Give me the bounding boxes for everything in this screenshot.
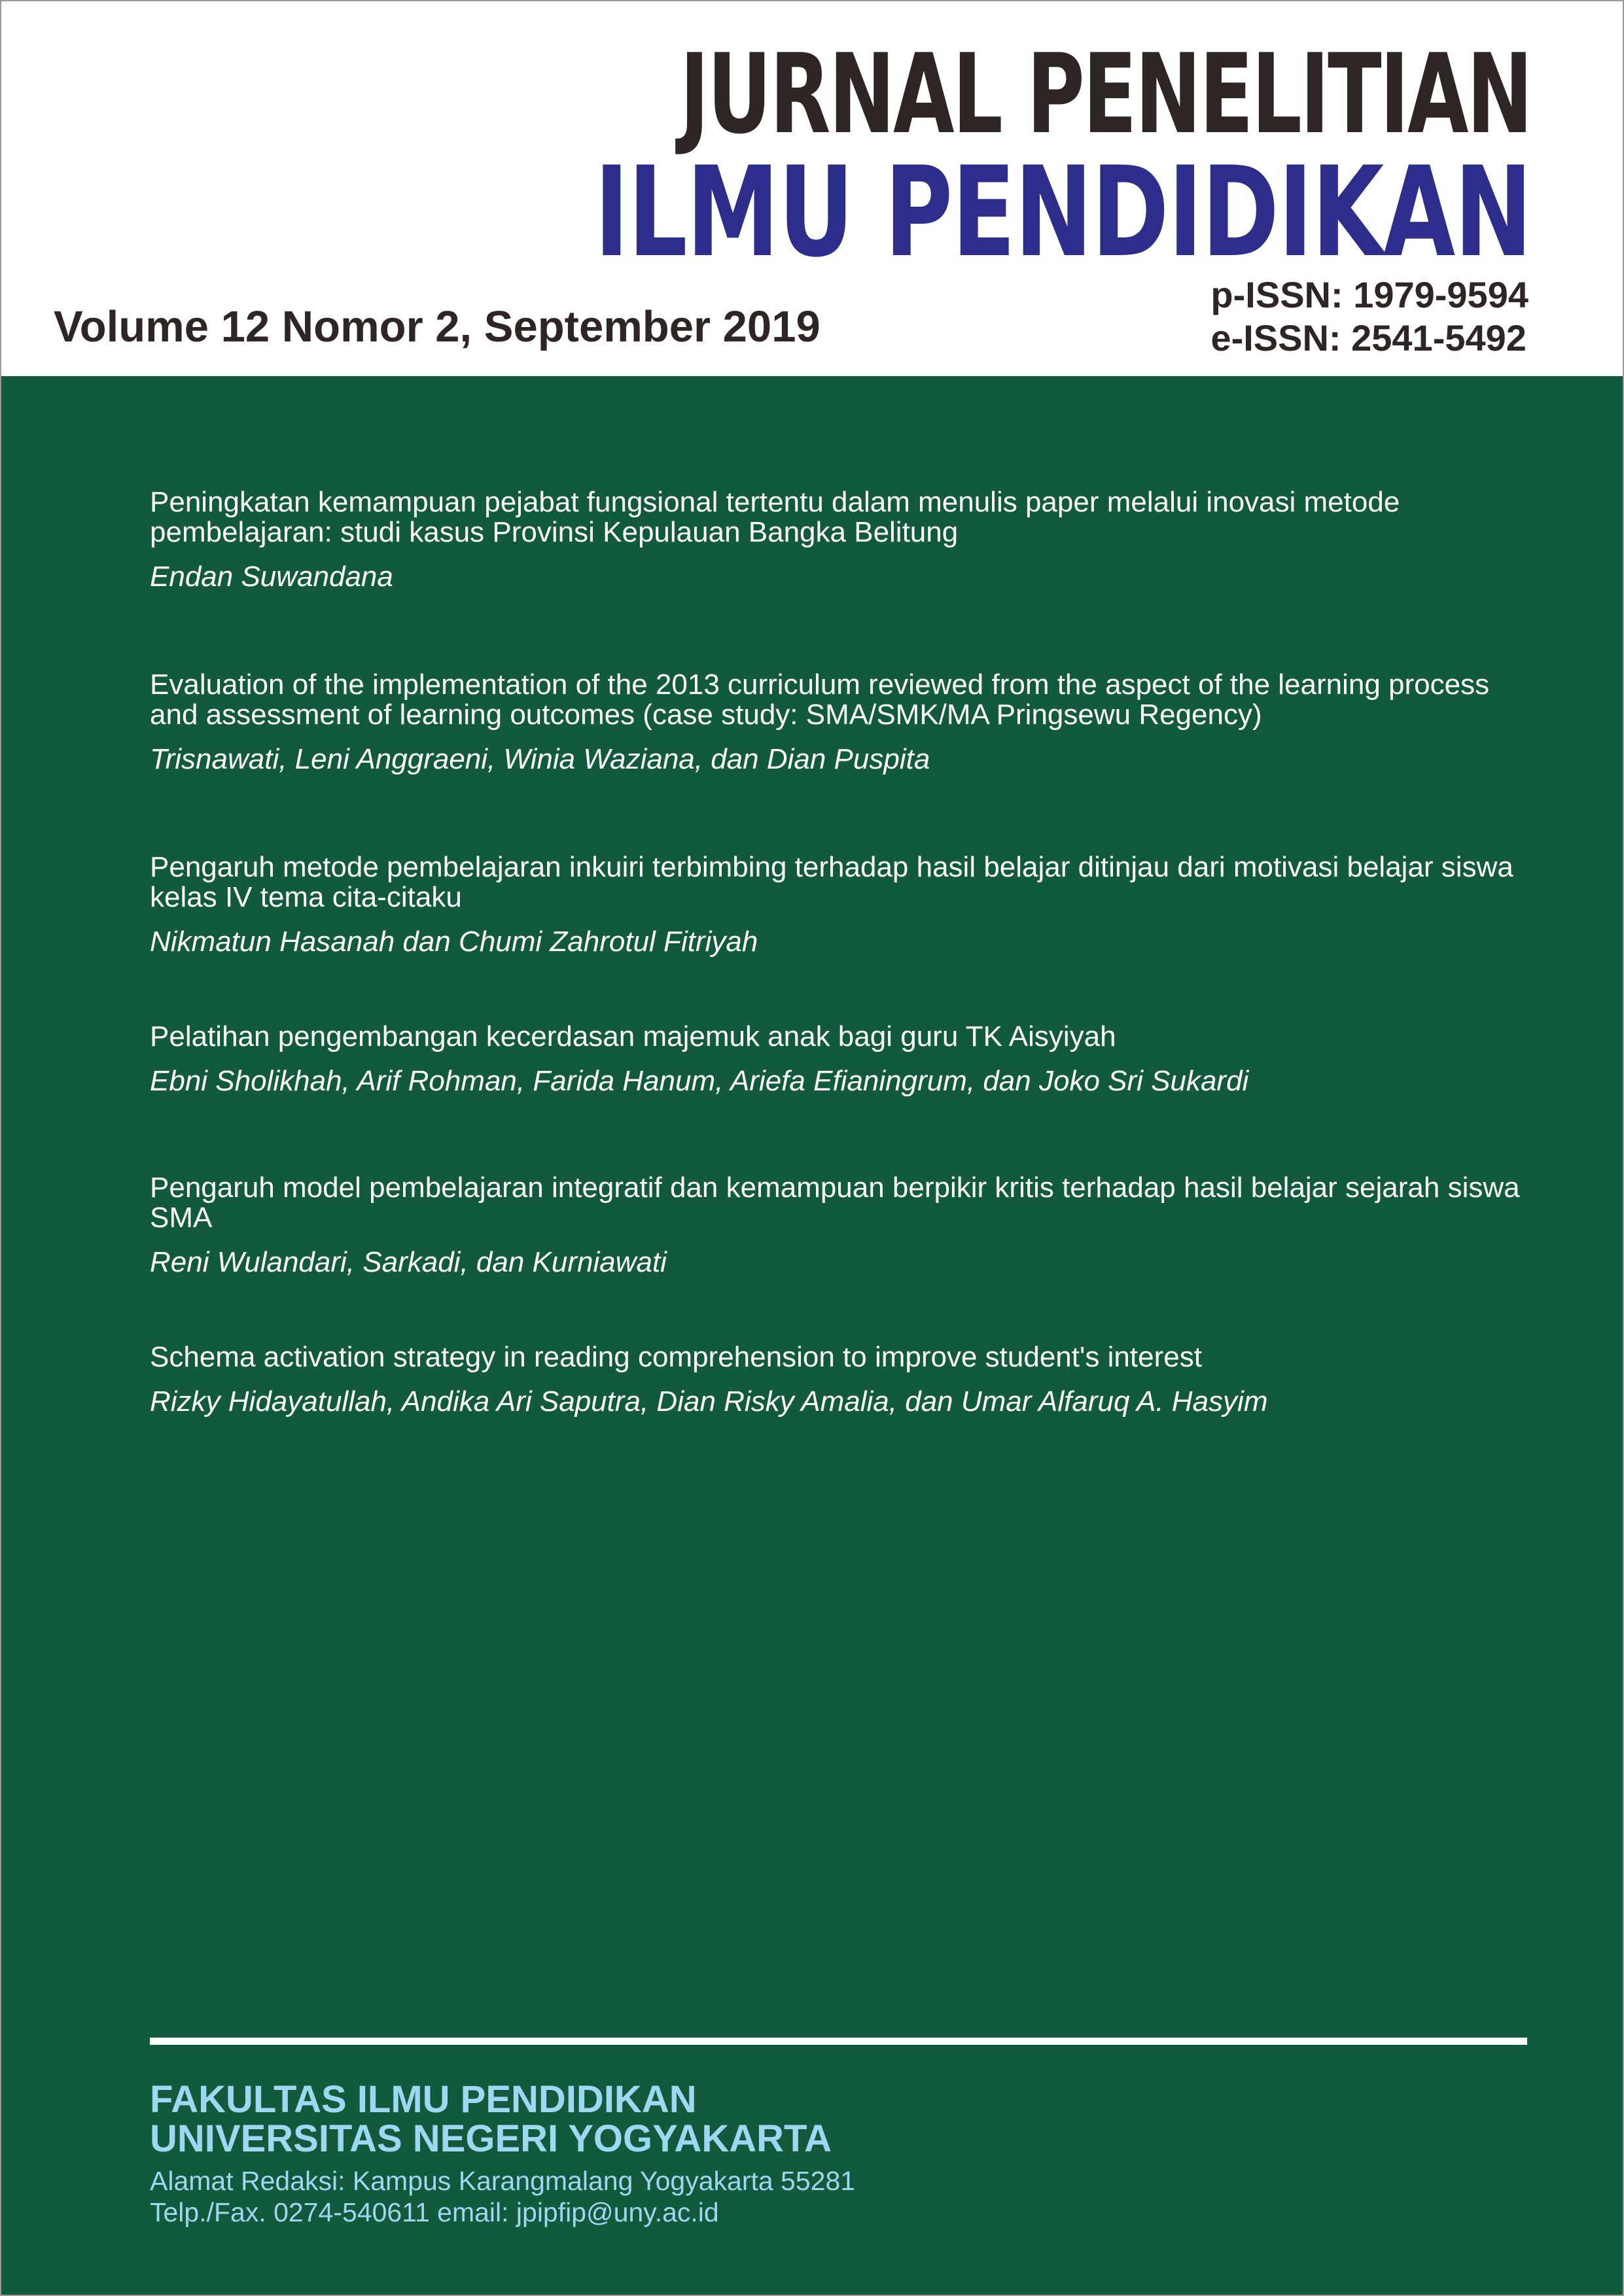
electronic-issn: e-ISSN: 2541-5492 (1210, 317, 1527, 358)
article-authors: Nikmatun Hasanah dan Chumi Zahrotul Fitriyah (150, 926, 758, 958)
university-name: UNIVERSITAS NEGERI YOGYAKARTA (150, 2117, 832, 2160)
cover-body (1, 376, 1624, 2296)
article-title: Schema activation strategy in reading comprehension to improve student's interest (150, 1341, 1202, 1373)
article-entry (150, 670, 1537, 774)
article-entry (150, 487, 1537, 592)
contact-info: Telp./Fax. 0274-540611 email: jpipfip@uny.ac.id (150, 2197, 719, 2227)
article-entry (150, 1022, 1537, 1096)
article-title: Pengaruh metode pembelajaran inkuiri terbimbing terhadap hasil belajar ditinjau dari motivasi belajar siswa kelas IV tema cita-citaku (150, 851, 1513, 913)
table-of-contents (150, 487, 1537, 1417)
print-issn: p-ISSN: 1979-9594 (1210, 274, 1528, 315)
publisher-block (150, 2080, 855, 2228)
cover-header (1, 1, 1624, 376)
article-title: Peningkatan kemampuan pejabat fungsional tertentu dalam menulis paper melalui inovasi metode pembelajaran: studi kasus Provinsi Kepulauan Bangka Belitung (150, 486, 1400, 548)
volume-issue: Volume 12 Nomor 2, September 2019 (54, 302, 821, 351)
faculty-name: FAKULTAS ILMU PENDIDIKAN (150, 2078, 697, 2121)
article-authors: Rizky Hidayatullah, Andika Ari Saputra, Dian Risky Amalia, dan Umar Alfaruq A. Hasyim (150, 1385, 1268, 1418)
issn-block (1210, 273, 1528, 360)
article-authors: Reni Wulandari, Sarkadi, dan Kurniawati (150, 1246, 667, 1278)
article-entry (150, 1342, 1537, 1417)
article-title: Pelatihan pengembangan kecerdasan majemuk anak bagi guru TK Aisyiyah (150, 1020, 1116, 1052)
article-authors: Trisnawati, Leni Anggraeni, Winia Waziana, dan Dian Puspita (150, 743, 930, 775)
article-title: Evaluation of the implementation of the 2013 curriculum reviewed from the aspect of the learning process and assessment of learning outcomes (case study: SMA/SMK/MA Pringsewu Regency) (150, 669, 1490, 731)
journal-title-line2: ILMU PENDIDIKAN (593, 140, 1531, 285)
journal-title-line1: JURNAL PENELITIAN (679, 30, 1531, 158)
editorial-address: Alamat Redaksi: Kampus Karangmalang Yogyakarta 55281 (150, 2166, 856, 2196)
article-entry (150, 1173, 1537, 1278)
article-authors: Ebni Sholikhah, Arif Rohman, Farida Hanum, Ariefa Efianingrum, dan Joko Sri Sukardi (150, 1065, 1249, 1097)
footer-divider (150, 2038, 1527, 2045)
article-authors: Endan Suwandana (150, 561, 393, 593)
article-entry (150, 852, 1537, 957)
article-title: Pengaruh model pembelajaran integratif dan kemampuan berpikir kritis terhadap hasil belajar sejarah siswa SMA (150, 1172, 1520, 1234)
